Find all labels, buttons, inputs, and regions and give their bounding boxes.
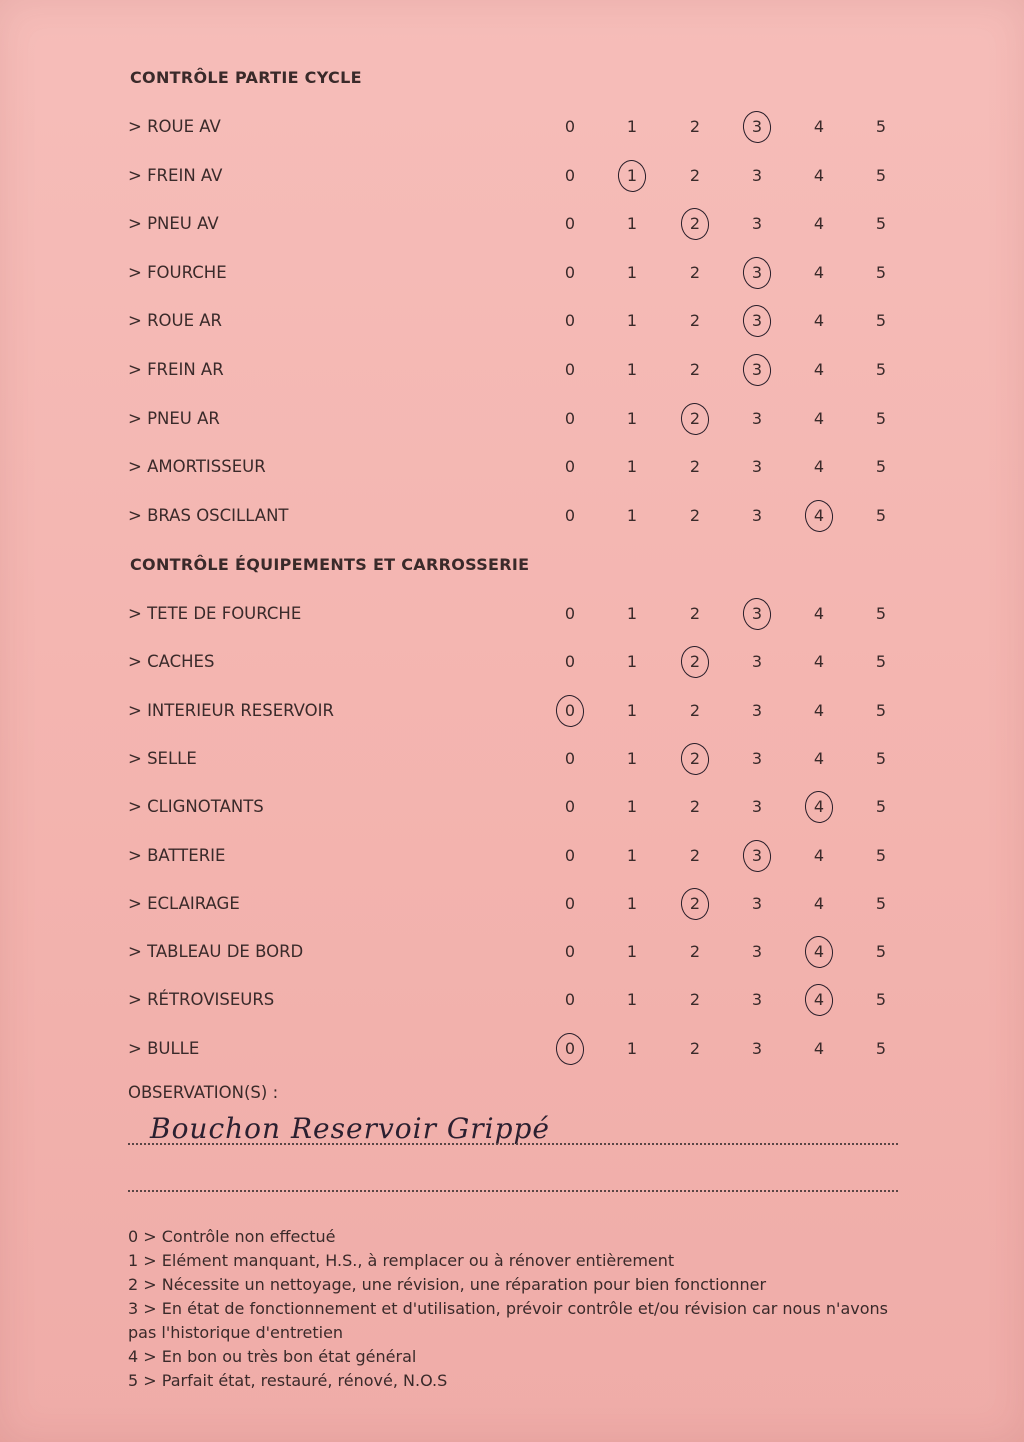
rating-row [128,648,908,678]
score-option[interactable]: 2 [689,845,701,865]
score-option[interactable]: 2 [689,262,701,282]
score-option-selected[interactable]: 3 [745,117,769,136]
score-option[interactable]: 2 [689,360,701,379]
score-option[interactable]: 4 [813,457,825,477]
legend-item: 4 > En bon ou très bon état général [128,1347,417,1366]
score-option[interactable]: 3 [751,652,763,672]
score-option[interactable]: 3 [751,942,763,962]
score-option[interactable]: 3 [751,408,763,428]
dotted-line-2 [128,1190,898,1192]
rating-label: > CLIGNOTANTS [128,797,264,817]
rating-label: > FREIN AV [128,165,223,185]
score-option-selected[interactable]: 4 [807,797,831,816]
legend-item: 0 > Contrôle non effectué [128,1227,336,1246]
legend-item: 3 > En état de fonctionnement et d'utilisation, prévoir contrôle et/ou révision car nous n'avons pas l'historique d'entretien [128,1299,888,1342]
score-option[interactable]: 4 [813,165,825,185]
rating-label: > PNEU AR [128,408,220,428]
score-option[interactable]: 2 [689,604,701,623]
score-option[interactable]: 2 [689,700,701,720]
score-option[interactable]: 5 [875,262,887,282]
rating-label: > CACHES [128,652,215,672]
score-option-selected[interactable]: 3 [745,263,769,282]
rating-row [128,356,908,386]
score-option[interactable]: 4 [813,604,825,623]
rating-row [128,697,908,727]
score-option[interactable]: 3 [751,457,763,477]
score-option[interactable]: 0 [564,505,576,525]
rating-row [128,259,908,289]
score-option[interactable]: 5 [875,845,887,865]
score-option[interactable]: 4 [813,748,825,768]
rating-row [128,113,908,143]
score-option[interactable]: 5 [875,505,887,525]
score-option[interactable]: 1 [626,360,638,379]
rating-row [128,453,908,483]
rating-row [128,745,908,775]
score-option[interactable]: 4 [813,652,825,672]
score-option[interactable]: 2 [689,990,701,1010]
rating-label: > FOURCHE [128,262,227,282]
score-option[interactable]: 4 [813,311,825,331]
rating-row [128,162,908,192]
score-option-selected[interactable]: 3 [745,311,769,330]
score-option[interactable]: 4 [813,893,825,913]
score-option[interactable]: 5 [875,748,887,768]
score-option[interactable]: 0 [564,604,576,623]
rating-label: > AMORTISSEUR [128,457,266,477]
score-option[interactable]: 0 [564,457,576,477]
score-option[interactable]: 1 [626,942,638,962]
rating-row [128,307,908,337]
score-option[interactable]: 1 [626,457,638,477]
rating-label: > FREIN AR [128,360,224,379]
score-option[interactable]: 5 [875,700,887,720]
section-title-cycle: CONTRÔLE PARTIE CYCLE [130,68,362,87]
rating-row [128,405,908,435]
score-option[interactable]: 4 [813,360,825,379]
score-option[interactable]: 5 [875,457,887,477]
rating-label: > ROUE AR [128,311,223,331]
score-legend [128,1225,898,1393]
score-option-selected[interactable]: 4 [807,990,831,1009]
score-option[interactable]: 1 [626,214,638,234]
rating-label: > BATTERIE [128,845,226,865]
rating-row [128,210,908,240]
score-option[interactable]: 1 [626,845,638,865]
score-option[interactable]: 5 [875,1038,887,1058]
rating-row [128,986,908,1016]
score-option-selected[interactable]: 4 [807,506,831,525]
rating-row [128,938,908,968]
score-option[interactable]: 4 [813,262,825,282]
score-option[interactable]: 5 [875,214,887,234]
score-option[interactable]: 4 [813,1038,825,1058]
score-option[interactable]: 1 [626,893,638,913]
score-option[interactable]: 1 [626,505,638,525]
score-option[interactable]: 2 [689,311,701,331]
score-option[interactable]: 0 [564,893,576,913]
score-option-selected[interactable]: 2 [683,409,707,428]
dotted-line-1 [128,1143,898,1145]
score-option[interactable]: 0 [564,311,576,331]
score-option-selected[interactable]: 2 [683,214,707,233]
rating-row [128,842,908,872]
score-option[interactable]: 4 [813,845,825,865]
rating-label: > SELLE [128,748,197,768]
score-option[interactable]: 5 [875,165,887,185]
score-option[interactable]: 5 [875,652,887,672]
score-option[interactable]: 3 [751,214,763,234]
score-option-selected[interactable]: 0 [558,1039,582,1058]
score-option[interactable]: 2 [689,942,701,962]
score-option[interactable]: 3 [751,505,763,525]
score-option[interactable]: 0 [564,360,576,379]
legend-item: 2 > Nécessite un nettoyage, une révision, une réparation pour bien fonctionner [128,1275,767,1294]
score-option[interactable]: 0 [564,797,576,817]
score-option[interactable]: 0 [564,165,576,185]
rating-label: > TETE DE FOURCHE [128,604,302,623]
legend-item: 1 > Elément manquant, H.S., à remplacer ou à rénover entièrement [128,1251,675,1270]
score-option[interactable]: 0 [564,748,576,768]
score-option[interactable]: 3 [751,1038,763,1058]
rating-label: > BRAS OSCILLANT [128,505,289,525]
score-option[interactable]: 1 [626,117,638,136]
score-option[interactable]: 5 [875,797,887,817]
score-option[interactable]: 5 [875,893,887,913]
rating-label: > TABLEAU DE BORD [128,942,304,962]
rating-label: > PNEU AV [128,214,219,234]
score-option[interactable]: 3 [751,797,763,817]
score-option[interactable]: 2 [689,117,701,136]
score-option[interactable]: 0 [564,214,576,234]
score-option[interactable]: 3 [751,893,763,913]
rating-row [128,890,908,920]
score-option[interactable]: 2 [689,505,701,525]
section-title-equipment: CONTRÔLE ÉQUIPEMENTS ET CARROSSERIE [130,555,530,574]
score-option[interactable]: 5 [875,360,887,379]
score-option[interactable]: 2 [689,1038,701,1058]
rating-label: > ROUE AV [128,117,221,136]
score-option[interactable]: 1 [626,262,638,282]
score-option-selected[interactable]: 3 [745,604,769,623]
rating-label: > BULLE [128,1038,200,1058]
score-option[interactable]: 0 [564,845,576,865]
rating-row [128,1035,908,1065]
score-option[interactable]: 4 [813,117,825,136]
score-option[interactable]: 5 [875,942,887,962]
rating-label: > RÉTROVISEURS [128,990,275,1010]
score-option[interactable]: 5 [875,117,887,136]
score-option[interactable]: 0 [564,652,576,672]
score-option[interactable]: 1 [626,990,638,1010]
score-option-selected[interactable]: 2 [683,652,707,671]
score-option[interactable]: 4 [813,408,825,428]
score-option[interactable]: 0 [564,942,576,962]
score-option[interactable]: 1 [626,748,638,768]
score-option[interactable]: 1 [626,1038,638,1058]
score-option[interactable]: 1 [626,311,638,331]
score-option-selected[interactable]: 3 [745,846,769,865]
score-option[interactable]: 1 [626,797,638,817]
score-option-selected[interactable]: 4 [807,942,831,961]
score-option-selected[interactable]: 2 [683,749,707,768]
rating-label: > ECLAIRAGE [128,893,240,913]
rating-row [128,600,908,630]
score-option[interactable]: 0 [564,990,576,1010]
score-option-selected[interactable]: 0 [558,701,582,720]
observations-label: OBSERVATION(S) : [128,1083,279,1102]
rating-row [128,793,908,823]
score-option[interactable]: 3 [751,700,763,720]
score-option[interactable]: 2 [689,165,701,185]
score-option[interactable]: 2 [689,797,701,817]
score-option[interactable]: 0 [564,117,576,136]
score-option-selected[interactable]: 3 [745,360,769,379]
score-option[interactable]: 3 [751,165,763,185]
score-option[interactable]: 0 [564,408,576,428]
score-option[interactable]: 5 [875,408,887,428]
rating-label: > INTERIEUR RESERVOIR [128,700,334,720]
score-option[interactable]: 1 [626,408,638,428]
score-option[interactable]: 1 [626,652,638,672]
score-option[interactable]: 3 [751,748,763,768]
score-option[interactable]: 5 [875,990,887,1010]
score-option[interactable]: 2 [689,457,701,477]
score-option[interactable]: 3 [751,990,763,1010]
observations-handwritten: Bouchon Reservoir Grippé [150,1112,550,1145]
legend-item: 5 > Parfait état, restauré, rénové, N.O.S [128,1371,448,1390]
score-option[interactable]: 1 [626,604,638,623]
score-option[interactable]: 4 [813,700,825,720]
score-option-selected[interactable]: 2 [683,894,707,913]
score-option-selected[interactable]: 1 [620,166,644,185]
rating-row [128,502,908,532]
score-option[interactable]: 1 [626,700,638,720]
score-option[interactable]: 5 [875,604,887,623]
score-option[interactable]: 0 [564,262,576,282]
score-option[interactable]: 5 [875,311,887,331]
score-option[interactable]: 4 [813,214,825,234]
